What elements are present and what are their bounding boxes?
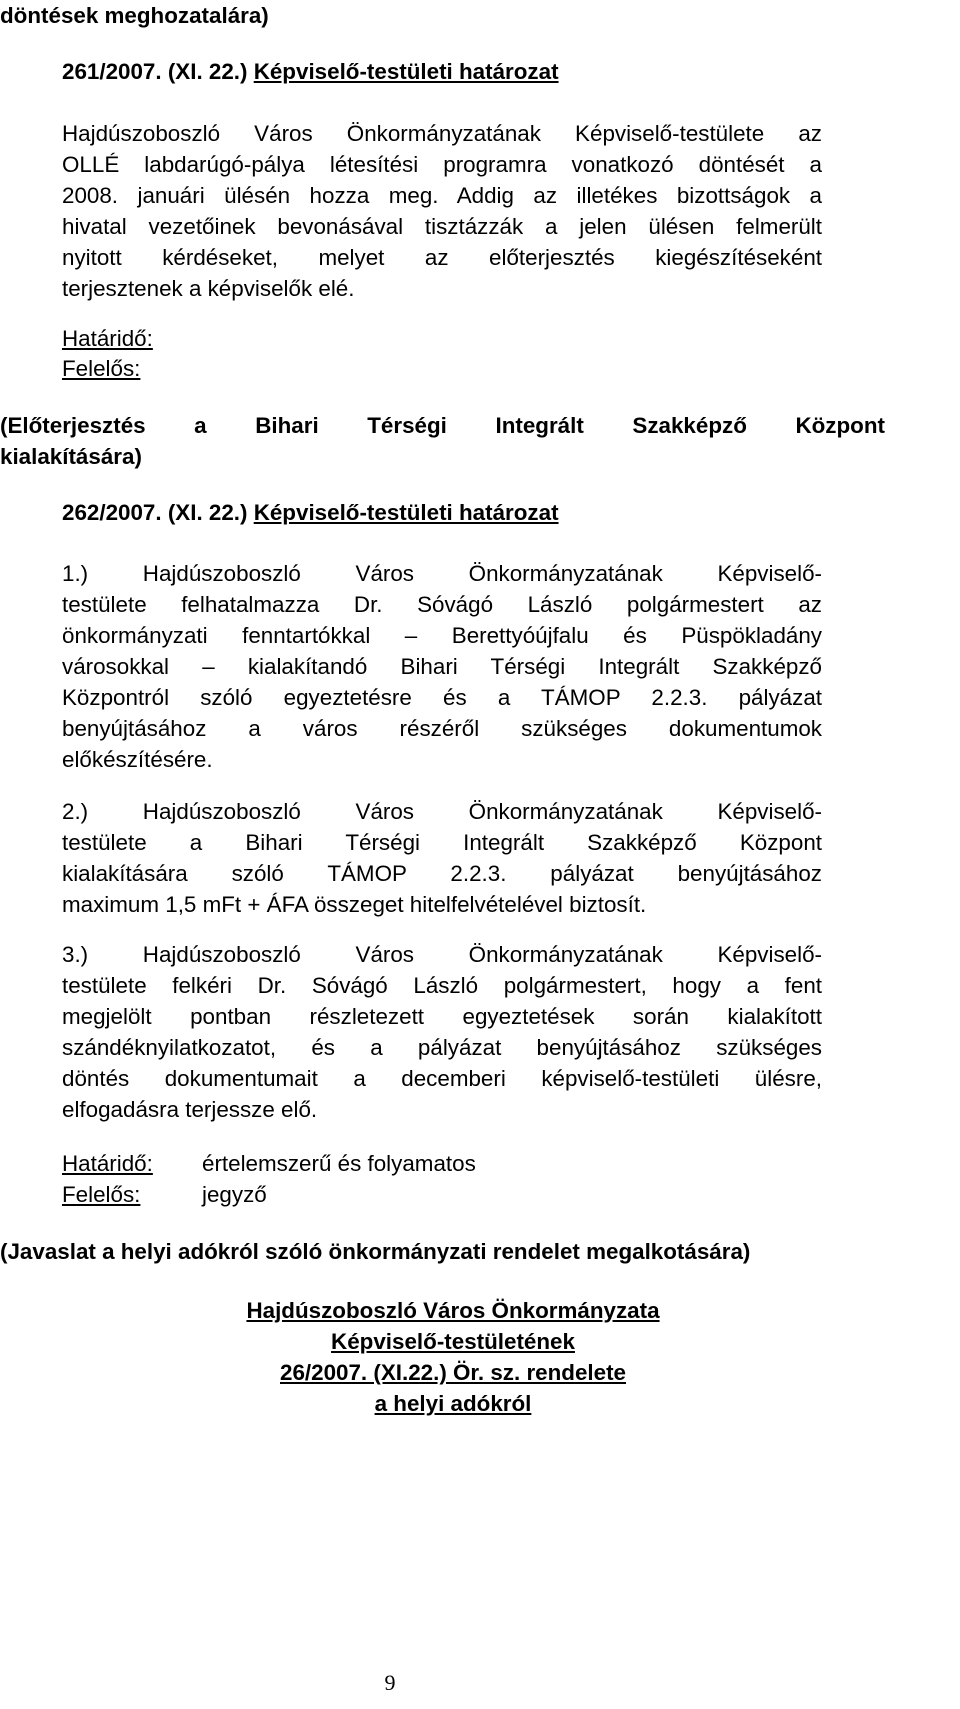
ordinance-title xyxy=(0,1295,906,1419)
body-line: kialakítására szóló TÁMOP 2.2.3. pályázat benyújtásához xyxy=(62,861,822,886)
responsible-label: Felelős: xyxy=(62,1182,141,1207)
body-line: megjelölt pontban részletezett egyeztetések során kialakított xyxy=(62,1004,822,1029)
resolution-title xyxy=(62,56,559,87)
ordinance-title-line: 26/2007. (XI.22.) Ör. sz. rendelete xyxy=(280,1360,626,1385)
responsible-label: Felelős: xyxy=(62,356,141,381)
body-line: önkormányzati fenntartókkal – Berettyóújfalu és Püspökladány xyxy=(62,623,822,648)
resolution-type: Képviselő-testületi határozat xyxy=(253,500,559,525)
resolution-point-2 xyxy=(62,796,822,920)
responsible-row xyxy=(62,1179,267,1210)
section-heading xyxy=(0,410,885,472)
body-line: 3.) Hajdúszoboszló Város Önkormányzatának Képviselő- xyxy=(62,942,822,967)
body-line: terjesztenek a képviselők elé. xyxy=(62,276,355,301)
resolution-number: 262/2007. (XI. 22.) xyxy=(62,500,254,525)
deadline-label: Határidő: xyxy=(62,1151,153,1176)
body-line: testülete felkéri Dr. Sóvágó László polgármestert, hogy a fent xyxy=(62,973,822,998)
body-line: hivatal vezetőinek bevonásával tisztázzák a jelen ülésen felmerült xyxy=(62,214,822,239)
resolution-title xyxy=(62,497,559,528)
body-line: döntés dokumentumait a decemberi képviselő-testületi ülésre, xyxy=(62,1066,822,1091)
body-line: maximum 1,5 mFt + ÁFA összeget hitelfelvételével biztosít. xyxy=(62,892,647,917)
deadline-row xyxy=(62,323,202,354)
deadline-label: Határidő: xyxy=(62,326,153,351)
body-line: 1.) Hajdúszoboszló Város Önkormányzatának Képviselő- xyxy=(62,561,822,586)
ordinance-title-line: Hajdúszoboszló Város Önkormányzata xyxy=(246,1298,660,1323)
body-line: testülete a Bihari Térségi Integrált Szakképző Központ xyxy=(62,830,822,855)
body-line: elfogadásra terjessze elő. xyxy=(62,1097,318,1122)
body-line: 2.) Hajdúszoboszló Város Önkormányzatának Képviselő- xyxy=(62,799,822,824)
body-line: szándéknyilatkozatot, és a pályázat benyújtásához szükséges xyxy=(62,1035,822,1060)
body-line: 2008. januári ülésén hozza meg. Addig az illetékes bizottságok a xyxy=(62,183,822,208)
body-line: nyitott kérdéseket, melyet az előterjesztés kiegészítéseként xyxy=(62,245,822,270)
resolution-number: 261/2007. (XI. 22.) xyxy=(62,59,254,84)
body-line: testülete felhatalmazza Dr. Sóvágó László polgármestert az xyxy=(62,592,822,617)
resolution-point-1 xyxy=(62,558,822,775)
resolution-type: Képviselő-testületi határozat xyxy=(253,59,559,84)
responsible-value: jegyző xyxy=(202,1182,267,1207)
page-number: 9 xyxy=(384,1670,396,1695)
body-line: Központról szóló egyeztetésre és a TÁMOP 2.2.3. pályázat xyxy=(62,685,822,710)
body-line: OLLÉ labdarúgó-pálya létesítési programra vonatkozó döntését a xyxy=(62,152,822,177)
body-line: Hajdúszoboszló Város Önkormányzatának Képviselő-testülete az xyxy=(62,121,822,146)
body-line: városokkal – kialakítandó Bihari Térségi Integrált Szakképző xyxy=(62,654,822,679)
deadline-value: értelemszerű és folyamatos xyxy=(202,1151,476,1176)
resolution-point-3 xyxy=(62,939,822,1125)
body-line: előkészítésére. xyxy=(62,747,213,772)
deadline-row xyxy=(62,1148,476,1179)
section-heading-continuation: döntések meghozatalára) xyxy=(0,3,269,28)
resolution-body xyxy=(62,118,822,304)
ordinance-title-line: Képviselő-testületének xyxy=(331,1329,575,1354)
ordinance-title-line: a helyi adókról xyxy=(374,1391,532,1416)
section-heading-line: (Előterjesztés a Bihari Térségi Integrált Szakképző Központ xyxy=(0,413,885,438)
body-line: benyújtásához a város részéről szükséges dokumentumok xyxy=(62,716,822,741)
section-heading: (Javaslat a helyi adókról szóló önkormányzati rendelet megalkotására) xyxy=(0,1239,751,1264)
responsible-row xyxy=(62,353,202,384)
section-heading-line: kialakítására) xyxy=(0,444,142,469)
